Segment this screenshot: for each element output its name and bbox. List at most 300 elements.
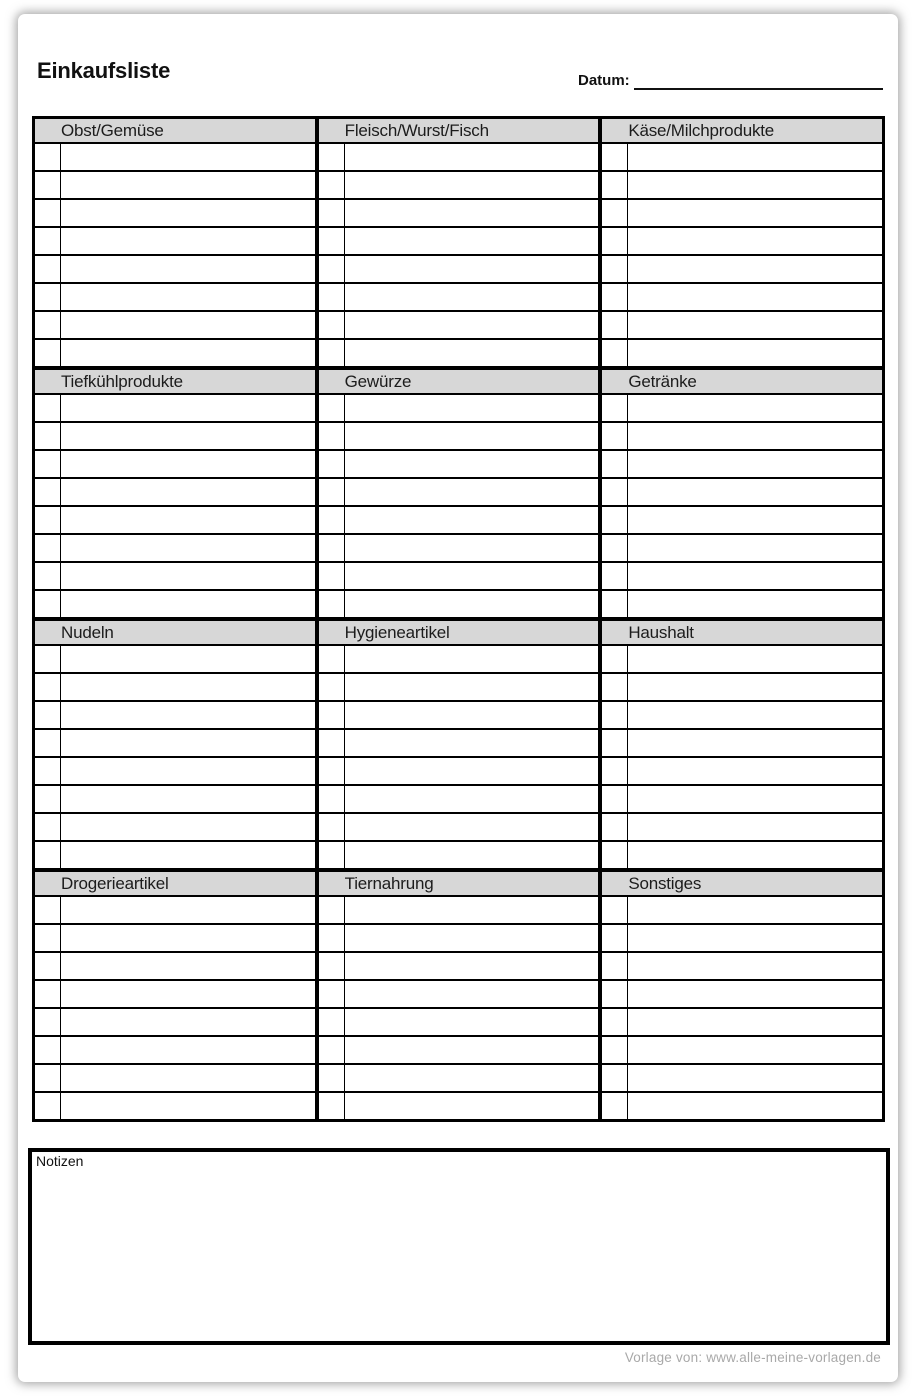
item-cell[interactable] (61, 340, 315, 366)
checkbox-cell[interactable] (319, 1065, 345, 1091)
checkbox-cell[interactable] (35, 1037, 61, 1063)
list-row (602, 535, 882, 563)
category-table (316, 869, 602, 1122)
checkbox-cell[interactable] (319, 786, 345, 812)
date-label: Datum: (578, 72, 630, 89)
list-row (319, 702, 599, 730)
item-cell[interactable] (345, 312, 599, 338)
checkbox-cell[interactable] (602, 284, 628, 310)
list-row (35, 395, 315, 423)
list-row (35, 312, 315, 340)
checkbox-cell[interactable] (602, 479, 628, 505)
checkbox-cell[interactable] (35, 144, 61, 170)
checkbox-cell[interactable] (319, 674, 345, 700)
list-row (602, 172, 882, 200)
list-row (602, 702, 882, 730)
item-cell[interactable] (61, 312, 315, 338)
item-cell[interactable] (345, 814, 599, 840)
list-row (319, 144, 599, 172)
category-title: Hygieneartikel (344, 622, 450, 642)
list-row (602, 646, 882, 674)
item-cell[interactable] (61, 953, 315, 979)
checkbox-cell[interactable] (319, 814, 345, 840)
checkbox-cell[interactable] (319, 200, 345, 226)
checkbox-cell[interactable] (35, 507, 61, 533)
checkbox-cell[interactable] (319, 340, 345, 366)
checkbox-cell[interactable] (602, 674, 628, 700)
item-cell[interactable] (61, 1065, 315, 1091)
item-cell[interactable] (628, 284, 882, 310)
item-cell[interactable] (345, 786, 599, 812)
checkbox-cell[interactable] (319, 451, 345, 477)
item-cell[interactable] (61, 758, 315, 784)
list-row (35, 172, 315, 200)
item-cell[interactable] (345, 479, 599, 505)
category-header (35, 370, 315, 395)
category-title: Gewürze (344, 371, 412, 391)
category-table (316, 367, 602, 620)
item-cell[interactable] (345, 228, 599, 254)
item-cell[interactable] (345, 674, 599, 700)
checkbox-cell[interactable] (35, 451, 61, 477)
list-row (319, 312, 599, 340)
checkbox-cell[interactable] (602, 925, 628, 951)
list-row (319, 674, 599, 702)
item-cell[interactable] (628, 312, 882, 338)
checkbox-cell[interactable] (35, 591, 61, 617)
list-row (602, 423, 882, 451)
item-cell[interactable] (61, 842, 315, 868)
checkbox-cell[interactable] (319, 1009, 345, 1035)
date-input-line[interactable] (634, 72, 883, 90)
category-header (602, 872, 882, 897)
category-title: Käse/Milchprodukte (628, 120, 775, 140)
checkbox-cell[interactable] (602, 172, 628, 198)
item-cell[interactable] (628, 842, 882, 868)
checkbox-cell[interactable] (319, 646, 345, 672)
item-cell[interactable] (628, 507, 882, 533)
checkbox-cell[interactable] (602, 786, 628, 812)
category-table (599, 367, 885, 620)
list-row (319, 340, 599, 366)
item-cell[interactable] (628, 423, 882, 449)
item-cell[interactable] (61, 172, 315, 198)
list-row (602, 451, 882, 479)
category-table (316, 618, 602, 871)
item-cell[interactable] (61, 479, 315, 505)
item-cell[interactable] (628, 200, 882, 226)
item-cell[interactable] (61, 702, 315, 728)
list-row (602, 981, 882, 1009)
item-cell[interactable] (628, 479, 882, 505)
checkbox-cell[interactable] (35, 535, 61, 561)
item-cell[interactable] (628, 814, 882, 840)
checkbox-cell[interactable] (602, 646, 628, 672)
item-cell[interactable] (61, 507, 315, 533)
checkbox-cell[interactable] (602, 200, 628, 226)
item-cell[interactable] (61, 200, 315, 226)
item-cell[interactable] (345, 340, 599, 366)
list-row (35, 144, 315, 172)
checkbox-cell[interactable] (319, 507, 345, 533)
item-cell[interactable] (61, 423, 315, 449)
notes-box[interactable] (28, 1148, 890, 1345)
checkbox-cell[interactable] (602, 312, 628, 338)
item-cell[interactable] (61, 1037, 315, 1063)
item-cell[interactable] (628, 981, 882, 1007)
category-header (35, 621, 315, 646)
checkbox-cell[interactable] (602, 340, 628, 366)
item-cell[interactable] (628, 144, 882, 170)
item-cell[interactable] (345, 284, 599, 310)
list-row (35, 591, 315, 617)
checkbox-cell[interactable] (319, 1037, 345, 1063)
checkbox-cell[interactable] (35, 1093, 61, 1119)
checkbox-cell[interactable] (35, 479, 61, 505)
checkbox-cell[interactable] (319, 563, 345, 589)
checkbox-cell[interactable] (35, 786, 61, 812)
item-cell[interactable] (61, 674, 315, 700)
list-row (319, 814, 599, 842)
item-cell[interactable] (628, 730, 882, 756)
item-cell[interactable] (628, 646, 882, 672)
item-cell[interactable] (61, 228, 315, 254)
category-table (32, 367, 318, 620)
checkbox-cell[interactable] (319, 228, 345, 254)
checkbox-cell[interactable] (602, 758, 628, 784)
checkbox-cell[interactable] (35, 423, 61, 449)
list-row (602, 479, 882, 507)
checkbox-cell[interactable] (319, 312, 345, 338)
item-cell[interactable] (345, 144, 599, 170)
item-cell[interactable] (345, 535, 599, 561)
list-row (319, 479, 599, 507)
item-cell[interactable] (61, 591, 315, 617)
checkbox-cell[interactable] (35, 981, 61, 1007)
item-cell[interactable] (345, 256, 599, 282)
item-cell[interactable] (61, 144, 315, 170)
list-row (319, 1093, 599, 1119)
list-row (319, 591, 599, 617)
item-cell[interactable] (345, 1037, 599, 1063)
list-row (602, 340, 882, 366)
list-row (602, 395, 882, 423)
item-cell[interactable] (61, 646, 315, 672)
list-row (602, 730, 882, 758)
category-header (602, 370, 882, 395)
item-cell[interactable] (61, 897, 315, 923)
category-title: Sonstiges (628, 873, 702, 893)
item-cell[interactable] (345, 1009, 599, 1035)
category-table (32, 116, 318, 369)
list-row (35, 814, 315, 842)
checkbox-cell[interactable] (602, 228, 628, 254)
list-row (35, 451, 315, 479)
list-row (319, 1065, 599, 1093)
list-row (35, 925, 315, 953)
item-cell[interactable] (345, 981, 599, 1007)
category-title: Nudeln (61, 622, 114, 642)
checkbox-cell[interactable] (602, 1065, 628, 1091)
category-header (319, 621, 599, 646)
checkbox-cell[interactable] (319, 953, 345, 979)
category-table (599, 618, 885, 871)
checkbox-cell[interactable] (35, 702, 61, 728)
list-row (319, 507, 599, 535)
list-row (319, 423, 599, 451)
checkbox-cell[interactable] (35, 200, 61, 226)
list-row (35, 200, 315, 228)
list-row (35, 1009, 315, 1037)
checkbox-cell[interactable] (319, 144, 345, 170)
checkbox-cell[interactable] (319, 702, 345, 728)
checkbox-cell[interactable] (35, 395, 61, 421)
item-cell[interactable] (628, 1093, 882, 1119)
checkbox-cell[interactable] (602, 702, 628, 728)
list-row (602, 228, 882, 256)
item-cell[interactable] (628, 674, 882, 700)
item-cell[interactable] (628, 758, 882, 784)
checkbox-cell[interactable] (602, 535, 628, 561)
item-cell[interactable] (345, 730, 599, 756)
checkbox-cell[interactable] (35, 897, 61, 923)
item-cell[interactable] (61, 395, 315, 421)
list-row (602, 144, 882, 172)
checkbox-cell[interactable] (35, 674, 61, 700)
item-cell[interactable] (345, 897, 599, 923)
list-row (602, 507, 882, 535)
item-cell[interactable] (628, 172, 882, 198)
item-cell[interactable] (61, 786, 315, 812)
checkbox-cell[interactable] (35, 814, 61, 840)
list-row (602, 200, 882, 228)
category-title: Obst/Gemüse (61, 120, 164, 140)
list-row (319, 925, 599, 953)
item-cell[interactable] (345, 172, 599, 198)
checkbox-cell[interactable] (319, 897, 345, 923)
checkbox-cell[interactable] (602, 814, 628, 840)
checkbox-cell[interactable] (35, 646, 61, 672)
list-row (602, 1093, 882, 1119)
list-row (319, 786, 599, 814)
list-row (319, 200, 599, 228)
list-row (35, 284, 315, 312)
item-cell[interactable] (628, 1009, 882, 1035)
category-grid (33, 117, 884, 1121)
item-cell[interactable] (345, 646, 599, 672)
category-title: Tiefkühlprodukte (61, 371, 183, 391)
item-cell[interactable] (628, 395, 882, 421)
list-row (602, 1065, 882, 1093)
checkbox-cell[interactable] (319, 423, 345, 449)
item-cell[interactable] (345, 1065, 599, 1091)
item-cell[interactable] (628, 897, 882, 923)
checkbox-cell[interactable] (602, 144, 628, 170)
checkbox-cell[interactable] (602, 451, 628, 477)
checkbox-cell[interactable] (319, 591, 345, 617)
item-cell[interactable] (61, 284, 315, 310)
page-sheet (18, 14, 898, 1382)
item-cell[interactable] (345, 842, 599, 868)
checkbox-cell[interactable] (602, 1037, 628, 1063)
item-cell[interactable] (345, 395, 599, 421)
list-row (35, 423, 315, 451)
checkbox-cell[interactable] (319, 925, 345, 951)
item-cell[interactable] (345, 1093, 599, 1119)
checkbox-cell[interactable] (319, 535, 345, 561)
item-cell[interactable] (628, 340, 882, 366)
item-cell[interactable] (345, 563, 599, 589)
checkbox-cell[interactable] (35, 1065, 61, 1091)
list-row (602, 674, 882, 702)
item-cell[interactable] (628, 591, 882, 617)
list-row (319, 981, 599, 1009)
checkbox-cell[interactable] (35, 925, 61, 951)
page-title: Einkaufsliste (37, 58, 171, 83)
item-cell[interactable] (345, 758, 599, 784)
category-title: Getränke (628, 371, 697, 391)
checkbox-cell[interactable] (602, 1009, 628, 1035)
category-title: Fleisch/Wurst/Fisch (344, 120, 489, 140)
list-row (319, 953, 599, 981)
list-row (602, 897, 882, 925)
item-cell[interactable] (345, 200, 599, 226)
item-cell[interactable] (628, 702, 882, 728)
checkbox-cell[interactable] (602, 591, 628, 617)
checkbox-cell[interactable] (602, 256, 628, 282)
list-row (35, 1037, 315, 1065)
checkbox-cell[interactable] (602, 423, 628, 449)
item-cell[interactable] (61, 1009, 315, 1035)
checkbox-cell[interactable] (602, 563, 628, 589)
item-cell[interactable] (61, 814, 315, 840)
checkbox-cell[interactable] (35, 340, 61, 366)
category-table (599, 116, 885, 369)
checkbox-cell[interactable] (602, 730, 628, 756)
list-row (35, 256, 315, 284)
list-row (35, 1065, 315, 1093)
list-row (35, 340, 315, 366)
item-cell[interactable] (61, 535, 315, 561)
notes-label: Notizen (36, 1153, 84, 1169)
list-row (35, 479, 315, 507)
item-cell[interactable] (345, 702, 599, 728)
checkbox-cell[interactable] (35, 953, 61, 979)
list-row (319, 451, 599, 479)
list-row (35, 842, 315, 868)
checkbox-cell[interactable] (602, 842, 628, 868)
checkbox-cell[interactable] (319, 1093, 345, 1119)
category-header (319, 872, 599, 897)
category-header (35, 872, 315, 897)
item-cell[interactable] (628, 786, 882, 812)
item-cell[interactable] (628, 1037, 882, 1063)
category-table (32, 618, 318, 871)
item-cell[interactable] (628, 451, 882, 477)
item-cell[interactable] (61, 981, 315, 1007)
list-row (35, 1093, 315, 1119)
list-row (602, 842, 882, 868)
category-header (35, 119, 315, 144)
list-row (602, 284, 882, 312)
checkbox-cell[interactable] (602, 981, 628, 1007)
list-row (602, 591, 882, 617)
item-cell[interactable] (628, 228, 882, 254)
checkbox-cell[interactable] (35, 563, 61, 589)
item-cell[interactable] (61, 256, 315, 282)
checkbox-cell[interactable] (35, 256, 61, 282)
checkbox-cell[interactable] (602, 395, 628, 421)
checkbox-cell[interactable] (602, 953, 628, 979)
checkbox-cell[interactable] (319, 842, 345, 868)
item-cell[interactable] (345, 423, 599, 449)
list-row (319, 395, 599, 423)
checkbox-cell[interactable] (35, 1009, 61, 1035)
item-cell[interactable] (61, 563, 315, 589)
list-row (35, 646, 315, 674)
item-cell[interactable] (628, 535, 882, 561)
checkbox-cell[interactable] (35, 842, 61, 868)
credit-text: Vorlage von: www.alle-meine-vorlagen.de (624, 1350, 881, 1365)
checkbox-cell[interactable] (319, 479, 345, 505)
checkbox-cell[interactable] (319, 730, 345, 756)
checkbox-cell[interactable] (319, 256, 345, 282)
item-cell[interactable] (61, 451, 315, 477)
item-cell[interactable] (61, 1093, 315, 1119)
list-row (35, 535, 315, 563)
checkbox-cell[interactable] (35, 312, 61, 338)
checkbox-cell[interactable] (319, 758, 345, 784)
item-cell[interactable] (628, 563, 882, 589)
item-cell[interactable] (628, 953, 882, 979)
checkbox-cell[interactable] (319, 981, 345, 1007)
list-row (319, 172, 599, 200)
list-row (602, 758, 882, 786)
item-cell[interactable] (345, 953, 599, 979)
list-row (319, 1037, 599, 1065)
item-cell[interactable] (345, 925, 599, 951)
item-cell[interactable] (345, 591, 599, 617)
list-row (602, 1037, 882, 1065)
item-cell[interactable] (61, 730, 315, 756)
item-cell[interactable] (345, 507, 599, 533)
category-table (599, 869, 885, 1122)
list-row (319, 842, 599, 868)
list-row (319, 1009, 599, 1037)
item-cell[interactable] (61, 925, 315, 951)
checkbox-cell[interactable] (35, 730, 61, 756)
checkbox-cell[interactable] (319, 284, 345, 310)
list-row (602, 312, 882, 340)
list-row (319, 284, 599, 312)
checkbox-cell[interactable] (602, 1093, 628, 1119)
checkbox-cell[interactable] (35, 758, 61, 784)
item-cell[interactable] (345, 451, 599, 477)
category-header (319, 119, 599, 144)
checkbox-cell[interactable] (319, 172, 345, 198)
notes-content[interactable] (36, 1174, 882, 1337)
item-cell[interactable] (628, 1065, 882, 1091)
checkbox-cell[interactable] (35, 228, 61, 254)
list-row (35, 758, 315, 786)
checkbox-cell[interactable] (602, 507, 628, 533)
item-cell[interactable] (628, 256, 882, 282)
checkbox-cell[interactable] (35, 284, 61, 310)
checkbox-cell[interactable] (35, 172, 61, 198)
checkbox-cell[interactable] (319, 395, 345, 421)
checkbox-cell[interactable] (602, 897, 628, 923)
item-cell[interactable] (628, 925, 882, 951)
